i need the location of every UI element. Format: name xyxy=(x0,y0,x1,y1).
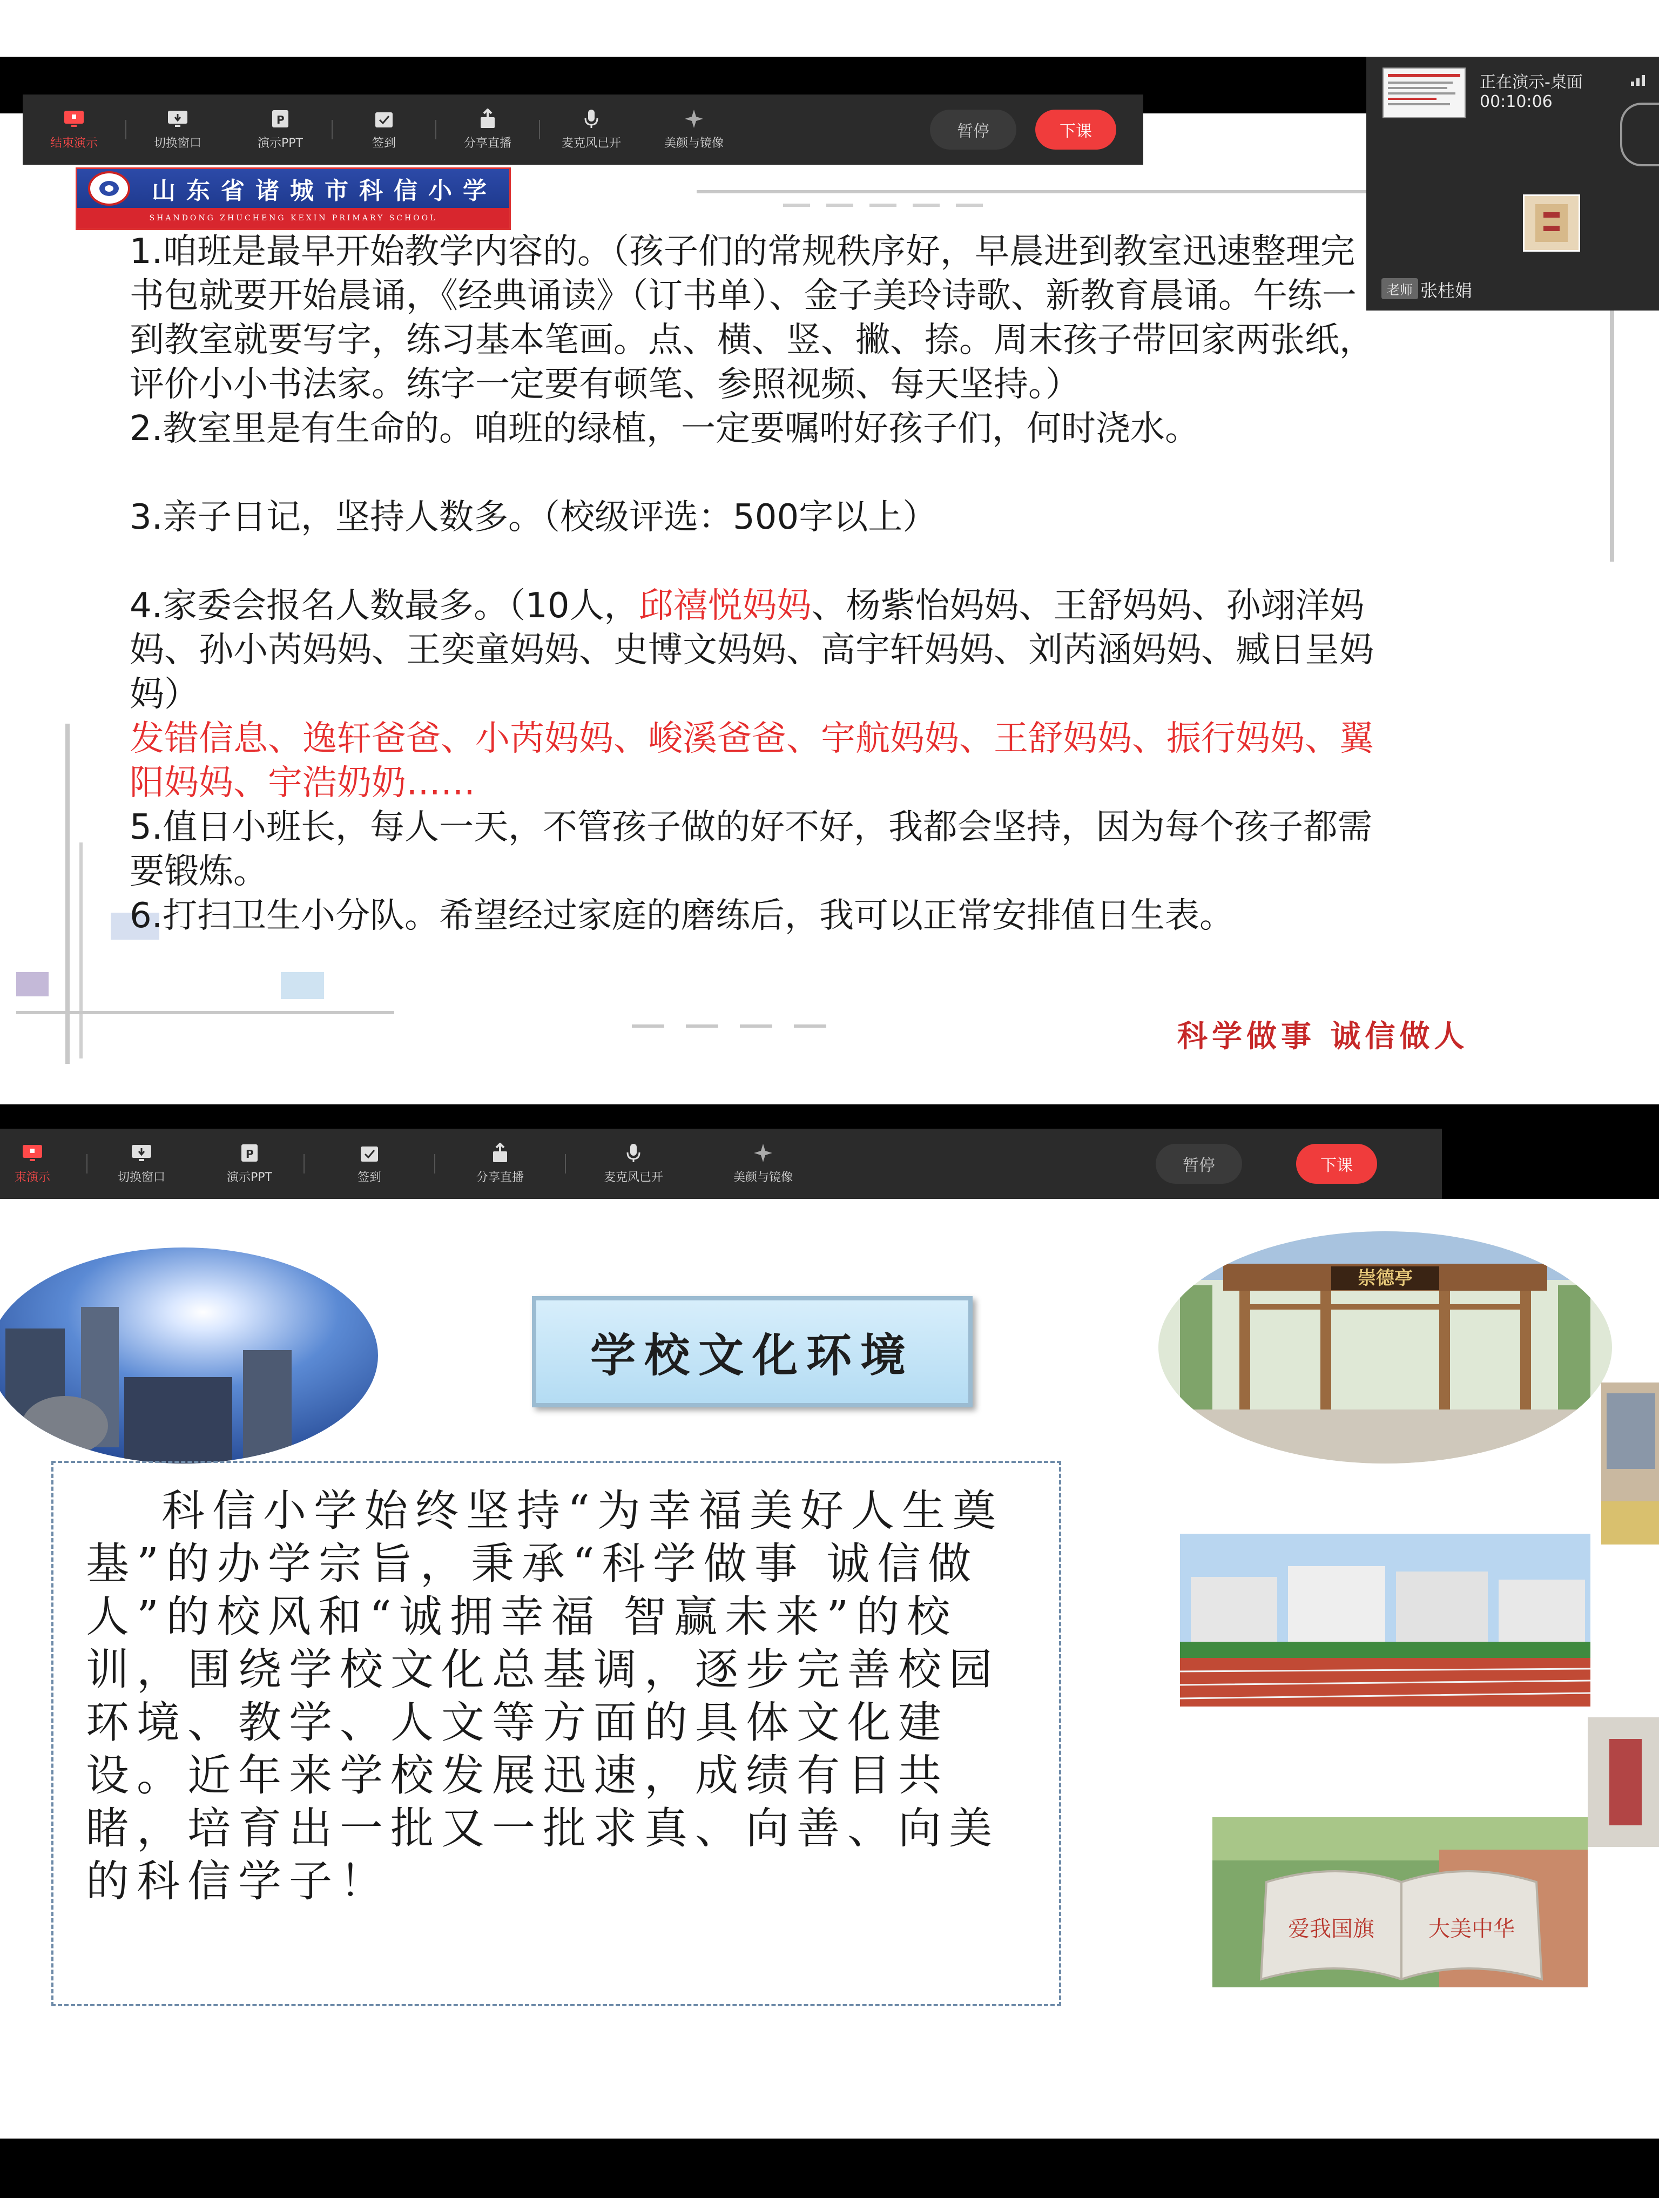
slide1-motto: 科学做事 诚信做人 xyxy=(1177,1019,1469,1054)
book-right-text: 大美中华 xyxy=(1428,1917,1515,1941)
pause-button-2[interactable]: 暂停 xyxy=(1156,1144,1242,1184)
playground-photo xyxy=(1180,1534,1590,1707)
school-name-english: SHANDONG ZHUCHENG KEXIN PRIMARY SCHOOL xyxy=(77,208,509,228)
item-4 xyxy=(130,584,1388,717)
school-intro-box xyxy=(51,1461,1061,2006)
book-sculpture-photo xyxy=(1212,1817,1588,1987)
side-photo-building xyxy=(1601,1382,1659,1545)
pavilion-sign-text: 崇德亭 xyxy=(1358,1267,1413,1289)
beauty-mirror-button[interactable] xyxy=(643,95,745,165)
bottom-black-band xyxy=(0,2139,1659,2198)
presenting-status: 正在演示-桌面 xyxy=(1480,73,1583,92)
sparkle-icon xyxy=(682,109,706,129)
share-live-button[interactable] xyxy=(436,95,539,165)
checkin-button-2[interactable] xyxy=(305,1129,434,1199)
share-icon xyxy=(488,1143,512,1163)
school-banner xyxy=(76,167,511,230)
monitor-stop-icon xyxy=(62,109,86,129)
signal-icon xyxy=(1631,73,1653,88)
checkin-icon xyxy=(358,1143,381,1163)
pavilion-photo xyxy=(1158,1231,1612,1464)
checkin-button[interactable] xyxy=(333,95,435,165)
end-presentation-label-2: 束演示 xyxy=(14,1170,50,1184)
svg-text:P: P xyxy=(276,113,285,126)
teacher-name: 张桂娟 xyxy=(1420,280,1473,301)
window-switch-icon xyxy=(166,109,190,129)
checkin-label-2: 签到 xyxy=(357,1170,381,1184)
end-presentation-button-2[interactable] xyxy=(0,1129,65,1199)
slide1-body xyxy=(130,230,1388,938)
end-presentation-label: 结束演示 xyxy=(50,136,98,150)
microphone-label: 麦克风已开 xyxy=(561,136,621,150)
item-4-lead: 4.家委会报名人数最多。（10人， xyxy=(130,586,639,626)
microphone-icon xyxy=(579,109,603,129)
checkin-label: 签到 xyxy=(372,136,396,150)
share-live-button-2[interactable] xyxy=(435,1129,565,1199)
end-class-button-2[interactable]: 下课 xyxy=(1296,1144,1377,1184)
microphone-button-2[interactable] xyxy=(566,1129,701,1199)
school-logo-icon xyxy=(88,171,130,206)
item-3: 3.亲子日记，坚持人数多。（校级评选：500字以上） xyxy=(130,497,938,537)
end-presentation-button[interactable] xyxy=(23,95,125,165)
checkin-icon xyxy=(372,109,396,129)
presenter-panel xyxy=(1366,57,1659,311)
svg-text:P: P xyxy=(246,1147,254,1161)
presentation-toolbar-top xyxy=(23,95,1143,165)
side-photo-gate xyxy=(1588,1717,1659,1847)
school-intro-text: 科信小学始终坚持“为幸福美好人生奠基”的办学宗旨，秉承“科学做事 诚信做人”的校风和“诚拥幸福 智赢未来”的校训，围绕学校文化总基调，逐步完善校园环境、教学、人文等方面的具体文化建设。近年来学校发展迅速，成绩有目共睹，培育出一批又一批求真、向善、向美的科信学子！ xyxy=(86,1486,1003,1906)
beauty-mirror-label: 美颜与镜像 xyxy=(664,136,724,150)
microphone-button[interactable] xyxy=(540,95,643,165)
slide2-title: 学校文化环境 xyxy=(532,1296,973,1407)
switch-window-label: 切换窗口 xyxy=(153,136,201,150)
teacher-avatar xyxy=(1523,194,1580,252)
beauty-mirror-button-2[interactable] xyxy=(701,1129,825,1199)
layout-toggle-icon[interactable] xyxy=(1620,103,1659,166)
present-ppt-button-2[interactable] xyxy=(195,1129,304,1199)
item-4-red-list: 发错信息、逸轩爸爸、小芮妈妈、峻溪爸爸、宇航妈妈、王舒妈妈、振行妈妈、翼阳妈妈、宇浩奶奶…… xyxy=(130,719,1374,803)
present-ppt-label: 演示PPT xyxy=(258,136,303,150)
sparkle-icon xyxy=(751,1143,775,1163)
slide-school-culture xyxy=(0,1199,1659,2139)
elapsed-time: 00:10:06 xyxy=(1480,92,1553,111)
item-5: 5.值日小班长，每人一天，不管孩子做的好不好，我都会坚持，因为每个孩子都需要锻炼。 xyxy=(130,807,1373,892)
presentation-toolbar-bottom xyxy=(0,1129,1442,1199)
item-1: 1.咱班是最早开始教学内容的。（孩子们的常规秩序好，早晨进到教室迅速整理完书包就要开始晨诵，《经典诵读》（订书单）、金子美玲诗歌、新教育晨诵。午练一到教室就要写字，练习基本笔画。点、横、竖、撇、捺。周末孩子带回家两张纸，评价小小书法家。练字一定要有顿笔、参照视频、每天坚持。） xyxy=(130,232,1374,404)
share-live-label-2: 分享直播 xyxy=(476,1170,524,1184)
ppt-icon xyxy=(268,109,292,129)
present-ppt-button[interactable] xyxy=(229,95,332,165)
window-switch-icon xyxy=(130,1143,153,1163)
book-left-text: 爱我国旗 xyxy=(1288,1917,1374,1941)
sun-building-photo xyxy=(0,1247,378,1464)
ppt-icon xyxy=(238,1143,261,1163)
share-icon xyxy=(476,109,500,129)
screen-thumbnail[interactable] xyxy=(1382,68,1466,118)
microphone-label-2: 麦克风已开 xyxy=(603,1170,663,1184)
microphone-icon xyxy=(622,1143,645,1163)
item-4-rest: 、杨紫怡妈妈、王舒妈妈、孙翊洋妈妈、孙小芮妈妈、王奕童妈妈、史博文妈妈、高宇轩妈妈、刘芮涵妈妈、臧日呈妈妈） xyxy=(130,586,1374,714)
switch-window-button-2[interactable] xyxy=(87,1129,195,1199)
present-ppt-label-2: 演示PPT xyxy=(227,1170,272,1184)
beauty-mirror-label-2: 美颜与镜像 xyxy=(733,1170,793,1184)
school-name: 山东省诸城市科信小学 xyxy=(152,177,497,205)
item-2: 2.教室里是有生命的。咱班的绿植，一定要嘱咐好孩子们，何时浇水。 xyxy=(130,409,1200,449)
end-class-button[interactable]: 下课 xyxy=(1035,110,1116,150)
role-badge: 老师 xyxy=(1381,278,1418,299)
item-4-highlight: 邱禧悦妈妈 xyxy=(638,586,812,626)
monitor-stop-icon xyxy=(21,1143,44,1163)
share-live-label: 分享直播 xyxy=(463,136,511,150)
switch-window-button[interactable] xyxy=(126,95,229,165)
switch-window-label-2: 切换窗口 xyxy=(117,1170,165,1184)
pause-button[interactable]: 暂停 xyxy=(930,110,1016,150)
item-6: 6.打扫卫生小分队。希望经过家庭的磨练后，我可以正常安排值日生表。 xyxy=(130,896,1235,936)
